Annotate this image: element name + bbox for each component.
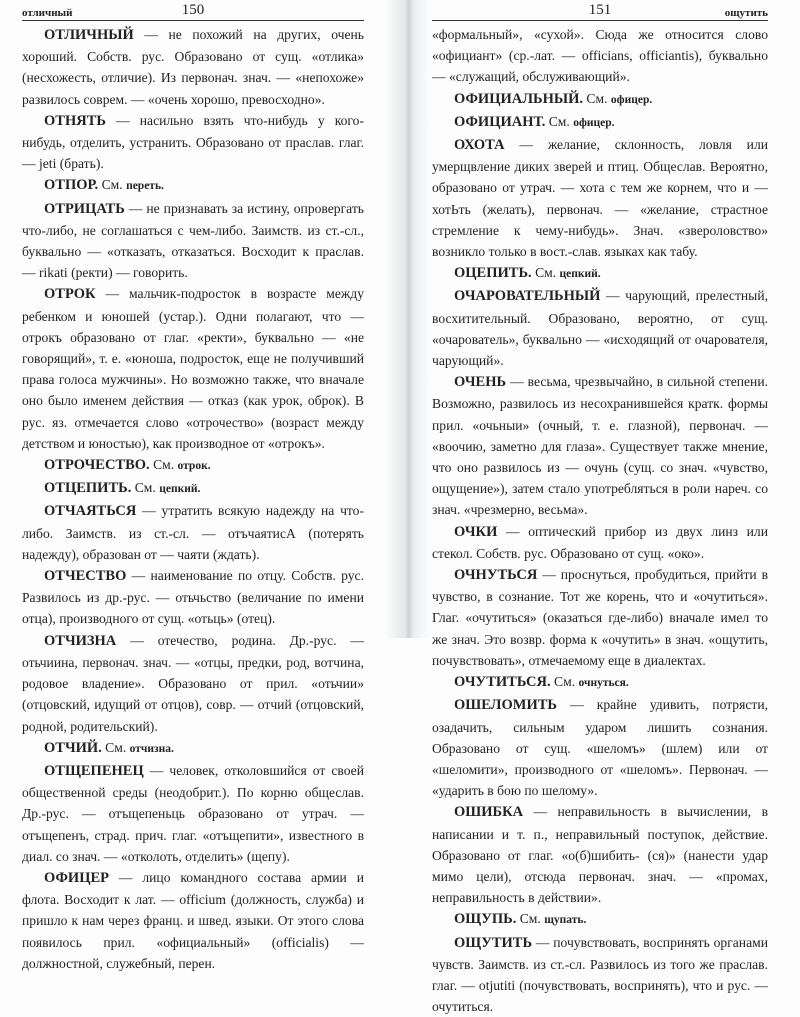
headword: ОТЧАЯТЬСЯ bbox=[44, 503, 137, 520]
page-number: 151 bbox=[588, 2, 612, 18]
definition: См. bbox=[545, 113, 574, 129]
headword: ОТЧИЗНА bbox=[44, 632, 117, 649]
definition: — отечество, родина. Др.-рус. — отьчиина, первонач. знач. — «отцы, предки, род, вотчина, родовое владение». Образовано от прил. «отьчии» (отцовский, идущий от отцов), совр. — отчий (отцовский, родной, родительский). bbox=[22, 632, 364, 734]
dictionary-entry bbox=[432, 694, 768, 801]
dictionary-entry bbox=[22, 500, 364, 565]
guide-word: отличный bbox=[22, 7, 73, 19]
headword: ОЦЕПИТЬ. bbox=[454, 265, 532, 282]
headword: ОТЦЕПИТЬ. bbox=[44, 480, 132, 497]
headword: ОЧНУТЬСЯ bbox=[454, 567, 538, 584]
headword: ОЧКИ bbox=[454, 523, 498, 540]
guide-word: ощутить bbox=[724, 7, 768, 19]
cross-reference: цепкий. bbox=[159, 483, 201, 496]
dictionary-entry bbox=[432, 371, 768, 520]
page-number: 150 bbox=[181, 2, 205, 18]
dictionary-entry bbox=[432, 521, 768, 564]
headword: ОЧАРОВАТЕЛЬНЫЙ bbox=[454, 288, 601, 305]
definition: — проснуться, пробудиться, прийти в чувство, в сознание. Тот же корень, что и «очутиться». Глаг. «очутиться» (оказаться где-либо) вначале имел то же знач. Это возвр. форма к «очутить» в знач. «ощутить, почувствовать», отмечаемому еще в диалектах. bbox=[432, 567, 768, 668]
headword: ОТЧЕСТВО bbox=[44, 568, 127, 585]
definition: См. bbox=[531, 265, 560, 281]
headword: ОТРОЧЕСТВО. bbox=[44, 457, 150, 474]
dictionary-entry bbox=[432, 134, 768, 262]
headword: ОТРОК bbox=[44, 286, 96, 303]
dictionary-entry bbox=[22, 737, 364, 760]
definition: — желание, склонность, ловля или умерщвление диких зверей и птиц. Общеслав. Вероятно, образовано от утрач. — хота с тем же корнем, что и — хотЬть (желать), первонач. — «желание, страстное стремление к чему-нибудь». Знач. «звероловство» возникло только в вост.-слав. языках как табу. bbox=[432, 137, 768, 260]
definition: См. bbox=[149, 457, 178, 473]
definition: — почувствовать, воспринять органами чувств. Заимств. из ст.-сл. Развилось из того же праслав. глаг. — otjutiti (почувствовать, воспринять), что и рус. — очутиться. bbox=[432, 934, 768, 1015]
definition: — неправильность в вычислении, в написании и т. п., неправильный поступок, действие. Образовано от глаг. «о(б)шибить- (ся)» (нанести удар мимо цели), отсюда первонач. знач. — «промах, неправильность в действии». bbox=[432, 804, 768, 906]
definition: См. bbox=[550, 674, 579, 690]
dictionary-entry bbox=[432, 801, 768, 908]
dictionary-entry bbox=[432, 564, 768, 671]
dictionary-entry bbox=[432, 908, 768, 931]
headword: ОФИЦЕР bbox=[44, 869, 109, 886]
definition: — наименование по отцу. Собств. рус. Развилось из др.-рус. — отьчьство (величание по имени отца), производного от сущ. «отьць» (отец). bbox=[22, 568, 364, 627]
dictionary-entry bbox=[22, 174, 364, 197]
headword: ОТПОР. bbox=[44, 177, 99, 194]
definition: — крайне удивить, потрясти, озадачить, сильным ударом лишить сознания. Образовано от сущ. «шеломъ» (шлем) или от «шеломити», производного от «шеломъ». Первонач. — «ударить в бою по шелому». bbox=[432, 697, 768, 799]
cross-reference: отрок. bbox=[177, 460, 211, 473]
headword: ОХОТА bbox=[454, 137, 505, 154]
dictionary-entry bbox=[22, 454, 364, 477]
definition: — лицо командного состава армии и флота. Восходит к лат. — officium (должность, служба) и пришло к нам через франц. и швед. языки. От этого слова появилось прил. «официальный» (officialis) — должностной, служебный, перен. bbox=[22, 869, 364, 971]
dictionary-entry bbox=[22, 565, 364, 630]
headword: ОЩУТИТЬ bbox=[454, 934, 533, 951]
dictionary-entry bbox=[22, 110, 364, 175]
dictionary-entry bbox=[432, 671, 768, 694]
running-head bbox=[22, 0, 364, 21]
definition: — не похожий на других, очень хороший. Собств. рус. Образовано от сущ. «отлика» (несхожесть, отличие). Из первонач. знач. — «непохоже» развилось соврем. — «очень хорошо, превосходно». bbox=[22, 27, 364, 107]
definition: — весьма, чрезвычайно, в сильной степени. Возможно, развилось из несохранившейся кратк. формы прил. «очьныи» (очный, т. е. глазной), первонач. — «воочию, заметно для глаза». Существует также мнение, что оно развилось из — очунь (сущ. со знач. «чувство, ощущение»), затем стало употребляться в роли нареч. со знач. «чрезмерно, весьма». bbox=[432, 374, 768, 518]
definition: — человек, отколовшийся от своей общественной среды (неодобрит.). По корню общеслав. Др.-рус. — отъщепеньць образовано от утрач. — отъщепенъ, страд. прич. глаг. «отъщепити», известного в диал. со знач. — «отколоть, отделить» (щепу). bbox=[22, 762, 364, 864]
continued-text: «формальный», «сухой». Сюда же относится слово «официант» (ср.-лат. — officians, officiantis), буквально — «служащий, обслуживающий». bbox=[432, 27, 768, 85]
definition: См. bbox=[516, 911, 545, 927]
book-gutter bbox=[385, 0, 430, 638]
definition: См. bbox=[131, 480, 160, 496]
headword: ОТЧИЙ. bbox=[44, 739, 102, 756]
definition: — насильно взять что-нибудь у кого-нибудь, отделить, устранить. Образовано от праслав. глаг. — jeti (брать). bbox=[22, 112, 364, 172]
headword: ОШЕЛОМИТЬ bbox=[454, 697, 557, 714]
definition: — чарующий, прелестный, восхитительный. Образовано, вероятно, от сущ. «очарователь», буквально — «исходящий от очарователя, чарующий». bbox=[432, 288, 768, 369]
definition: — мальчик-подросток в возрасте между ребенком и юношей (устар.). Одни полагают, что — отрокъ образовано от глаг. «ректи», буквально — «не говорящий», т. е. «юноша, подросток, еще не получивший права голоса мужчины». Но возможно также, что вначале оно было именем действия — отказ (как урок, оброк). В рус. яз. отмечается слово «отрочество» (возраст между детством и юностью), как производное от «отрокъ». bbox=[22, 286, 364, 451]
definition: См. bbox=[101, 739, 130, 755]
dictionary-entry bbox=[22, 867, 364, 974]
dictionary-entries bbox=[22, 24, 364, 974]
dictionary-entry bbox=[432, 932, 768, 1017]
dictionary-entry bbox=[22, 198, 364, 284]
headword: ОТРИЦАТЬ bbox=[44, 200, 125, 217]
headword: ОФИЦИАНТ. bbox=[454, 113, 546, 130]
cross-reference: офицер. bbox=[573, 116, 615, 129]
definition: — утратить всякую надежду на что-либо. Заимств. из ст.-сл. — отъчаятисА (потерять надежду), образован от — чаяти (ждать). bbox=[22, 503, 364, 562]
definition: См. bbox=[583, 90, 611, 106]
headword: ОЧУТИТЬСЯ. bbox=[454, 674, 551, 691]
cross-reference: переть. bbox=[126, 180, 164, 193]
headword: ОТЩЕПЕНЕЦ bbox=[44, 762, 144, 779]
dictionary-entry bbox=[432, 111, 768, 134]
dictionary-entry bbox=[432, 285, 768, 371]
headword: ОЧЕНЬ bbox=[454, 374, 507, 391]
definition: — не признавать за истину, опровергать что-либо, не соглашаться с чем-либо. Заимств. из ст.-сл., буквально — «отказать, отказаться. Восходит к праслав. — rikati (ректи) — говорить. bbox=[22, 200, 364, 281]
cross-reference: отчизна. bbox=[129, 742, 174, 755]
definition: См. bbox=[98, 177, 127, 193]
running-head bbox=[432, 0, 768, 21]
cross-reference: щупать. bbox=[544, 914, 587, 927]
cross-reference: очнуться. bbox=[578, 677, 629, 690]
dictionary-entry bbox=[22, 24, 364, 110]
headword: ОТНЯТЬ bbox=[44, 112, 106, 129]
headword: ОЩУПЬ. bbox=[454, 911, 517, 928]
dictionary-entries bbox=[432, 24, 768, 1017]
right-page bbox=[432, 0, 768, 1015]
dictionary-entry bbox=[432, 88, 768, 111]
cross-reference: цепкий. bbox=[559, 268, 601, 281]
dictionary-entry bbox=[22, 630, 364, 737]
dictionary-entry bbox=[22, 283, 364, 454]
cross-reference: офицер. bbox=[610, 93, 653, 106]
dictionary-entry bbox=[432, 262, 768, 285]
dictionary-entry bbox=[22, 760, 364, 867]
left-page bbox=[22, 0, 364, 971]
headword: ОТЛИЧНЫЙ bbox=[44, 27, 134, 43]
headword: ОФИЦИАЛЬНЫЙ. bbox=[454, 90, 584, 107]
headword: ОШИБКА bbox=[454, 804, 524, 821]
dictionary-entry bbox=[22, 477, 364, 500]
definition: — оптический прибор из двух линз или стекол. Собств. рус. Образовано от сущ. «око». bbox=[432, 523, 768, 561]
